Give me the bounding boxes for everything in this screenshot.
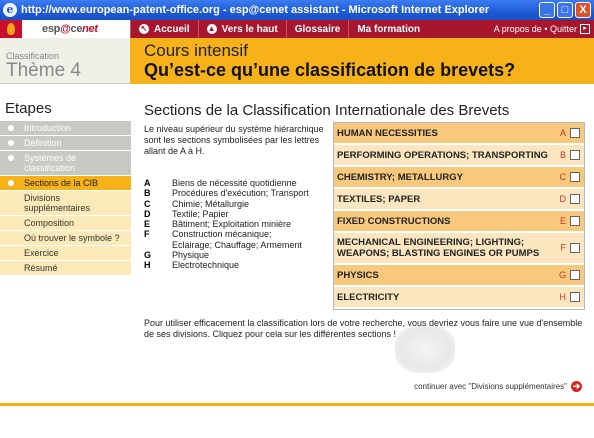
letter-row <box>144 188 334 198</box>
step-dot-icon <box>8 125 14 131</box>
step-ou-trouver[interactable] <box>0 231 131 245</box>
step-introduction[interactable] <box>0 121 131 135</box>
section-row-c[interactable] <box>334 167 584 189</box>
letter: G <box>144 250 152 261</box>
nav-top[interactable] <box>198 20 286 38</box>
continue-label: continuer avec "Divisions supplémentaires" <box>414 382 567 391</box>
section-row-f[interactable] <box>334 233 584 265</box>
section-letter: A <box>559 128 566 138</box>
section-checkbox[interactable] <box>570 216 580 226</box>
letter: F <box>144 229 150 240</box>
section-checkbox[interactable] <box>570 128 580 138</box>
nav-home[interactable] <box>130 20 198 38</box>
step-label: Divisions supplémentaires <box>24 193 91 213</box>
nav-glossary[interactable] <box>286 20 349 38</box>
step-label: Où trouver le symbole ? <box>24 233 120 243</box>
sections-table <box>333 122 585 310</box>
instructions-text: Pour utiliser efficacement la classification lors de votre recherche, vous devriez vous faire une vue d'ensemble de ses divisions. Cliquez pour cela sur les différentes sections ! <box>144 318 583 339</box>
letter: C <box>144 198 151 209</box>
letter-row <box>144 199 334 209</box>
minimize-button[interactable]: _ <box>539 2 555 18</box>
section-letter: H <box>559 292 566 302</box>
logo-at: @ <box>60 23 71 35</box>
section-row-b[interactable] <box>334 145 584 167</box>
section-checkbox[interactable] <box>570 150 580 160</box>
letter-desc: Bâtiment; Exploitation minière <box>172 219 292 230</box>
step-sections-cib[interactable] <box>0 176 131 190</box>
step-label: Composition <box>24 218 75 228</box>
letter-row <box>144 229 334 239</box>
letter: A <box>144 178 151 188</box>
section-label: CHEMISTRY; METALLURGY <box>337 171 463 183</box>
window-controls <box>539 2 591 18</box>
step-exercice[interactable] <box>0 246 131 260</box>
step-label: Exercice <box>24 248 59 258</box>
window-title-bar <box>0 0 594 20</box>
section-letter: C <box>559 172 566 182</box>
letter-desc: Eclairage; Chauffage; Armement <box>172 239 302 250</box>
maximize-button[interactable]: □ <box>557 2 573 18</box>
letter-desc: Electrotechnique <box>172 260 240 271</box>
letter-row <box>144 240 334 250</box>
letter-desc: Physique <box>172 250 210 261</box>
step-label: Définition <box>24 138 62 148</box>
section-letter: E <box>559 216 566 226</box>
quit-link[interactable]: Quitter <box>549 24 577 34</box>
sidebar-title: Etapes <box>5 100 52 117</box>
step-label: Introduction <box>24 123 72 133</box>
letter-row <box>144 178 334 188</box>
ie-icon: e <box>3 3 17 17</box>
nav-bar <box>0 20 594 38</box>
continue-link[interactable] <box>414 381 582 392</box>
nav-right <box>494 20 594 38</box>
section-checkbox[interactable] <box>570 292 580 302</box>
letters-list <box>144 178 334 271</box>
nav-glossary-label: Glossaire <box>294 23 341 35</box>
logo-net: net <box>82 23 98 35</box>
espacenet-logo[interactable] <box>0 20 130 38</box>
step-dot-icon <box>8 155 14 161</box>
letter-desc: Textile; Papier <box>172 208 229 219</box>
nav-home-label: Accueil <box>154 23 190 35</box>
section-row-h[interactable] <box>334 287 584 309</box>
step-label: Systèmes de classification <box>24 153 77 173</box>
letter-desc: Procédures d'exécution; Transport <box>172 188 309 199</box>
close-button[interactable]: X <box>575 2 591 18</box>
logo-text <box>42 23 98 35</box>
section-checkbox[interactable] <box>570 172 580 182</box>
about-link[interactable]: A propos de <box>493 24 542 34</box>
section-label: PERFORMING OPERATIONS; TRANSPORTING <box>337 149 548 161</box>
step-dot-icon <box>8 180 14 186</box>
section-checkbox[interactable] <box>570 243 580 253</box>
step-divisions[interactable] <box>0 191 131 215</box>
flame-icon <box>0 20 22 38</box>
section-label: PHYSICS <box>337 269 379 281</box>
letter-row <box>144 219 334 229</box>
step-label: Résumé <box>24 263 58 273</box>
nav-my-training[interactable] <box>348 20 428 38</box>
section-title: Sections de la Classification Internationale des Brevets <box>144 102 510 119</box>
nav-top-label: Vers le haut <box>221 23 278 35</box>
sidebar-steps <box>0 121 131 276</box>
letter-desc: Construction mécanique; <box>172 229 272 240</box>
course-title: Cours intensif <box>144 41 248 60</box>
section-checkbox[interactable] <box>570 194 580 204</box>
section-row-e[interactable] <box>334 211 584 233</box>
arrow-right-icon: ➔ <box>572 381 581 391</box>
step-dot-icon <box>8 140 14 146</box>
section-letter: B <box>559 150 566 160</box>
up-arrow-icon: ▲ <box>207 24 216 33</box>
letter-desc: Chimie; Métallurgie <box>172 198 250 209</box>
nav-separator: • <box>544 24 548 34</box>
step-definition[interactable] <box>0 136 131 150</box>
section-row-d[interactable] <box>334 189 584 211</box>
step-systemes[interactable] <box>0 151 131 175</box>
intro-text: Le niveau supérieur du système hiérarchique sont les sections symbolisées par les lettres allant de A à H. <box>144 124 324 156</box>
section-letter: G <box>558 270 566 280</box>
section-row-g[interactable] <box>334 265 584 287</box>
section-label: MECHANICAL ENGINEERING; LIGHTING; WEAPONS; BLASTING ENGINES OR PUMPS <box>337 237 540 259</box>
letter: B <box>144 188 151 199</box>
classification-label: Classification <box>6 51 60 61</box>
header-theme <box>0 38 130 84</box>
letter <box>144 240 172 250</box>
step-resume[interactable] <box>0 261 131 275</box>
theme-label: Thème 4 <box>6 60 81 81</box>
logo-ce: ce <box>70 23 83 35</box>
letter-desc: Biens de nécessité quotidienne <box>172 178 297 188</box>
step-label: Sections de la CIB <box>24 178 99 188</box>
section-row-a[interactable] <box>334 123 584 145</box>
header-course <box>130 38 594 84</box>
footer-divider <box>0 403 594 406</box>
section-letter: D <box>559 194 566 204</box>
section-label: ELECTRICITY <box>337 291 400 303</box>
section-label: HUMAN NECESSITIES <box>337 127 438 139</box>
logo-esp: esp <box>42 23 61 35</box>
letter: E <box>144 219 151 230</box>
window-title: http://www.european-patent-office.org - esp@cenet assistant - Microsoft Internet Explorer <box>21 4 490 16</box>
nav-my-training-label: Ma formation <box>357 23 421 35</box>
letter-row <box>144 260 334 270</box>
letter: D <box>144 208 151 219</box>
back-arrow-icon: ↖ <box>140 24 148 33</box>
letter: H <box>144 260 151 271</box>
quit-icon[interactable]: ▸ <box>580 24 590 34</box>
section-checkbox[interactable] <box>570 270 580 280</box>
section-label: FIXED CONSTRUCTIONS <box>337 215 451 227</box>
page-title: Qu’est-ce qu’une classification de brevets? <box>144 60 516 80</box>
section-letter: F <box>560 242 566 253</box>
letter-row <box>144 250 334 260</box>
step-composition[interactable] <box>0 216 131 230</box>
section-label: TEXTILES; PAPER <box>337 193 421 205</box>
letter-row <box>144 209 334 219</box>
